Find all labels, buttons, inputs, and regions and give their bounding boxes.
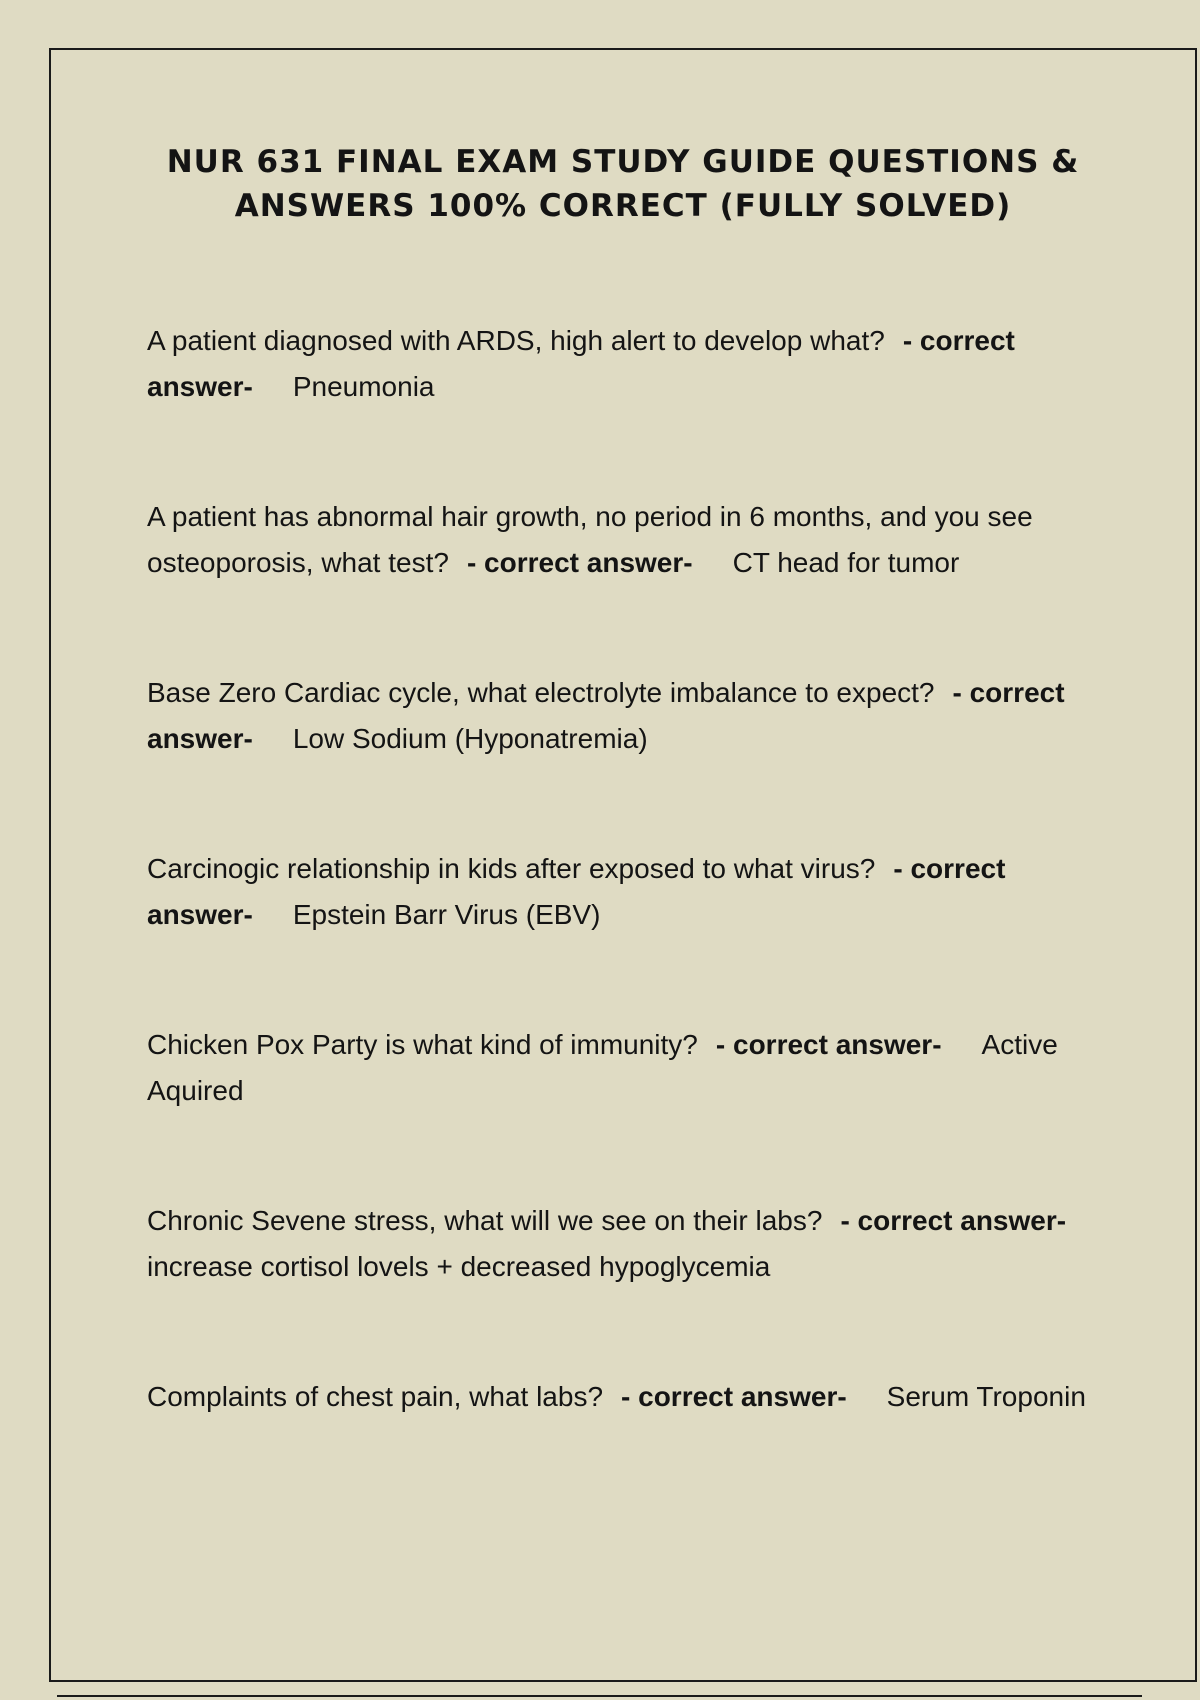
- answer-marker: - correct answer-: [715, 1029, 942, 1060]
- qa-item: [147, 1374, 1157, 1420]
- question-text: A patient diagnosed with ARDS, high alert to develop what?: [147, 325, 885, 356]
- answer-marker: - correct answer-: [147, 325, 1015, 402]
- qa-item: [147, 494, 1157, 586]
- question-text: Complaints of chest pain, what labs?: [147, 1381, 604, 1412]
- qa-item: [147, 1022, 1157, 1114]
- question-text: Chicken Pox Party is what kind of immunity?: [147, 1029, 698, 1060]
- answer-text: Epstein Barr Virus (EBV): [292, 899, 601, 930]
- answer-text: Active Aquired: [147, 1029, 1058, 1106]
- answer-marker: - correct answer-: [840, 1205, 1067, 1236]
- qa-item: [147, 318, 1157, 410]
- answer-marker: - correct answer-: [147, 853, 1006, 930]
- answer-text: Low Sodium (Hyponatremia): [292, 723, 648, 754]
- answer-text: CT head for tumor: [732, 547, 960, 578]
- answer-text: Pneumonia: [292, 371, 435, 402]
- answer-marker: - correct answer-: [466, 547, 693, 578]
- answer-marker: - correct answer-: [147, 677, 1065, 754]
- answer-text: increase cortisol lovels + decreased hypoglycemia: [147, 1251, 771, 1282]
- page-frame: [49, 48, 1197, 1682]
- qa-item: [147, 846, 1157, 938]
- question-text: A patient has abnormal hair growth, no period in 6 months, and you see osteoporosis, what test?: [147, 501, 1033, 578]
- bottom-rule: [57, 1695, 1142, 1697]
- question-text: Carcinogic relationship in kids after exposed to what virus?: [147, 853, 876, 884]
- question-text: Base Zero Cardiac cycle, what electrolyte imbalance to expect?: [147, 677, 935, 708]
- qa-list: [147, 318, 1157, 1504]
- answer-text: Serum Troponin: [886, 1381, 1086, 1412]
- answer-marker: - correct answer-: [621, 1381, 847, 1412]
- document-title: NUR 631 FINAL EXAM STUDY GUIDE QUESTIONS & ANSWERS 100% CORRECT (FULLY SOLVED): [166, 144, 1080, 224]
- qa-item: [147, 670, 1157, 762]
- qa-item: [147, 1198, 1157, 1290]
- question-text: Chronic Sevene stress, what will we see on their labs?: [147, 1205, 823, 1236]
